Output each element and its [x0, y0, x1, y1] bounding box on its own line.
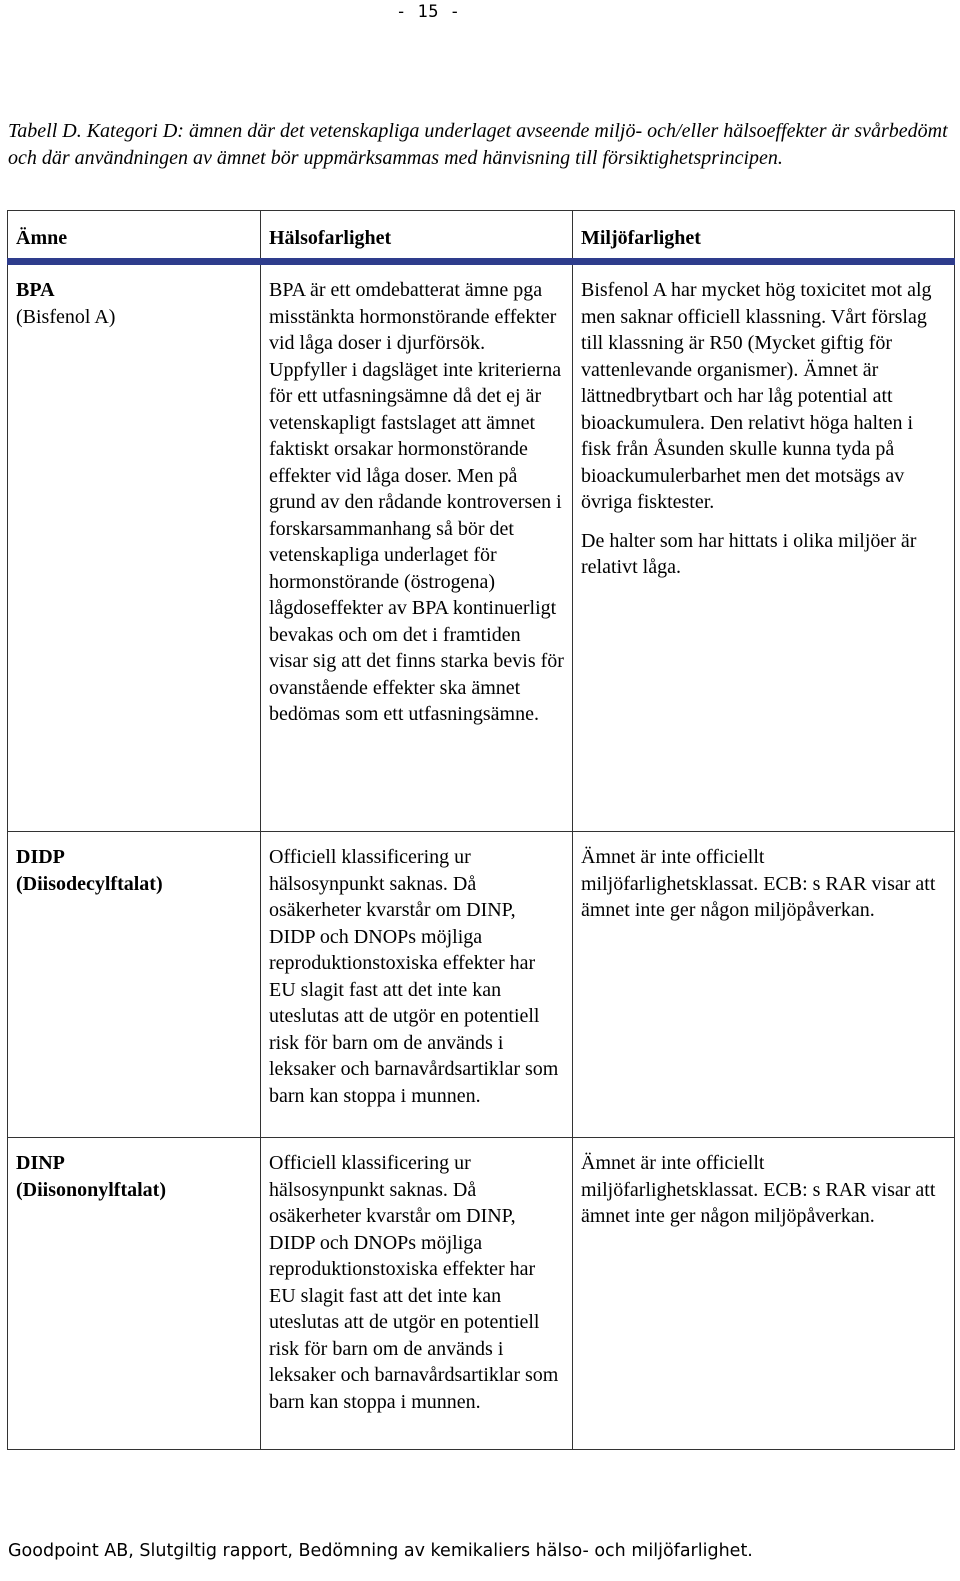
health-cell: [261, 262, 573, 832]
substance-cell: [8, 832, 261, 1138]
environment-cell: [573, 1138, 955, 1450]
table-caption: Tabell D. Kategori D: ämnen där det vetenskapliga underlaget avseende miljö- och/eller hälsoeffekter är svårbedömt och där användningen av ämnet bör uppmärksammas med hänvisning till försiktighetsprincipen.: [8, 120, 948, 169]
table-row: [8, 1138, 955, 1450]
page-number: - 15 -: [396, 2, 461, 22]
page-footer: Goodpoint AB, Slutgiltig rapport, Bedömning av kemikaliers hälso- och miljöfarlighet.: [8, 1541, 753, 1561]
table-row: [8, 262, 955, 832]
substance-full-name: (Bisfenol A): [16, 305, 116, 328]
substance-cell: [8, 1138, 261, 1450]
substance-full-name: (Diisodecylftalat): [16, 872, 163, 895]
substance-name: BPA: [16, 279, 55, 301]
health-text: Officiell klassificering ur hälsosynpunkt saknas. Då osäkerheter kvarstår om DINP, DIDP och DNOPs möjliga reproduktionstoxiska effekter har EU slagit fast att det inte kan uteslutas att de utgör en potentiell risk för barn om de används i leksaker och barnavårdsartiklar som barn kan stoppa i munnen.: [269, 1152, 559, 1413]
health-text: Officiell klassificering ur hälsosynpunkt saknas. Då osäkerheter kvarstår om DINP, DIDP och DNOPs möjliga reproduktionstoxiska effekter har EU slagit fast att det inte kan uteslutas att de utgör en potentiell risk för barn om de används i leksaker och barnavårdsartiklar som barn kan stoppa i munnen.: [269, 846, 559, 1107]
header-substance: Ämne: [8, 211, 261, 262]
substance-full-name: (Diisononylftalat): [16, 1178, 166, 1201]
health-text: BPA är ett omdebatterat ämne pga misstänkta hormonstörande effekter vid låga doser i djurförsök. Uppfyller i dagsläget inte kriterierna för ett utfasningsämne då det ej är vetenskapligt fastslaget att ämnet faktiskt orsakar hormonstörande effekter vid låga doser. Men på grund av den rådande kontroversen i forskarsammanhang så bör det vetenskapliga underlaget för hormonstörande (östrogena) lågdoseffekter av BPA kontinuerligt bevakas och om det i framtiden visar sig att det finns starka bevis för ovanstående effekter ska ämnet bedömas som ett utfasningsämne.: [269, 279, 564, 725]
header-health: Hälsofarlighet: [261, 211, 573, 262]
environment-cell: [573, 832, 955, 1138]
health-cell: [261, 1138, 573, 1450]
substance-table: [7, 210, 955, 1450]
environment-cell: [573, 262, 955, 832]
table-row: [8, 832, 955, 1138]
health-cell: [261, 832, 573, 1138]
environment-text: Ämnet är inte officiellt miljöfarlighetsklassat. ECB: s RAR visar att ämnet inte ger någon miljöpåverkan.: [581, 1152, 936, 1227]
substance-table-wrapper: [7, 210, 954, 1450]
substance-name: DIDP: [16, 846, 65, 868]
table-header-row: [8, 211, 955, 262]
environment-text-2: De halter som har hittats i olika miljöer är relativt låga.: [581, 529, 917, 578]
header-environment: Miljöfarlighet: [573, 211, 955, 262]
substance-cell: [8, 262, 261, 832]
substance-name: DINP: [16, 1152, 65, 1174]
environment-text: Ämnet är inte officiellt miljöfarlighetsklassat. ECB: s RAR visar att ämnet inte ger någon miljöpåverkan.: [581, 846, 936, 921]
environment-text: Bisfenol A har mycket hög toxicitet mot alg men saknar officiell klassning. Vårt förslag till klassning är R50 (Mycket giftig för vattenlevande organismer). Ämnet är lättnedbrytbart och har låg potential att bioackumulera. Den relativt höga halten i fisk från Åsunden skulle kunna tyda på bioackumulerbarhet men det motsägs av övriga fisktester.: [581, 279, 932, 513]
